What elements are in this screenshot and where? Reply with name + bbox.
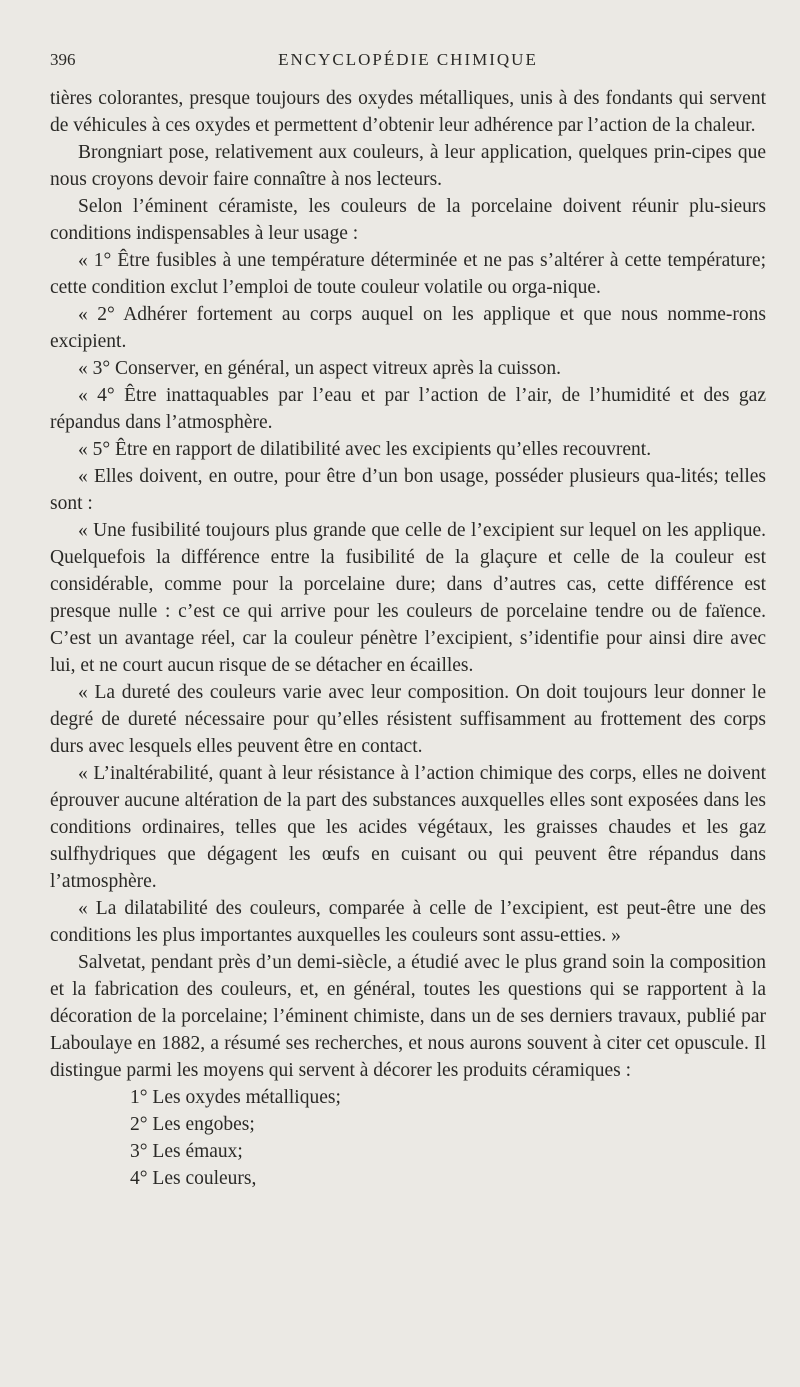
page-number: 396 xyxy=(50,50,76,69)
list-item: 1° Les oxydes métalliques; xyxy=(130,1087,341,1108)
paragraph: « 4° Être inattaquables par l’eau et par l’action de l’air, de l’humidité et des gaz répandus dans l’atmosphère. xyxy=(50,385,766,433)
body-text xyxy=(50,85,766,1192)
decoration-means-list xyxy=(50,1084,766,1192)
page-header xyxy=(50,50,766,72)
list-item: 3° Les émaux; xyxy=(130,1141,243,1162)
paragraph: tières colorantes, presque toujours des oxydes métalliques, unis à des fondants qui servent de véhicules à ces oxydes et permettent d’obtenir leur adhérence par l’action de la chaleur. xyxy=(50,88,766,136)
paragraph: « 2° Adhérer fortement au corps auquel on les applique et que nous nomme-rons excipient. xyxy=(50,304,766,352)
paragraph: « L’inaltérabilité, quant à leur résistance à l’action chimique des corps, elles ne doivent éprouver aucune altération de la part des substances auxquelles elles sont exposées dans les conditions ordinaires, telles que les acides végétaux, les graisses chaudes et les gaz sulfhydriques que dégagent les œufs en cuisant ou qui peuvent être répandus dans l’atmosphère. xyxy=(50,763,766,892)
paragraph: « 5° Être en rapport de dilatibilité avec les excipients qu’elles recouvrent. xyxy=(78,439,652,460)
paragraph: « Elles doivent, en outre, pour être d’un bon usage, posséder plusieurs qua-lités; telles sont : xyxy=(50,466,766,514)
paragraph: Salvetat, pendant près d’un demi-siècle, a étudié avec le plus grand soin la composition et la fabrication des couleurs, et, en général, toutes les questions qui se rapportent à la décoration de la porcelaine; l’éminent chimiste, dans un de ses derniers travaux, publié par Laboulaye en 1882, a résumé ses recherches, et nous aurons souvent à citer cet opuscule. Il distingue parmi les moyens qui servent à décorer les produits céramiques : xyxy=(50,952,766,1081)
paragraph: « La dureté des couleurs varie avec leur composition. On doit toujours leur donner le degré de dureté nécessaire pour qu’elles résistent suffisamment au frottement des corps durs avec lesquels elles peuvent être en contact. xyxy=(50,682,766,757)
paragraph: « Une fusibilité toujours plus grande que celle de l’excipient sur lequel on les applique. Quelquefois la différence entre la fusibilité de la glaçure et celle de la couleur est considérable, comme pour la porcelaine dure; dans d’autres cas, cette différence est presque nulle : c’est ce qui arrive pour les couleurs de porcelaine tendre ou de faïence. C’est un avantage réel, car la couleur pénètre l’excipient, s’identifie pour ainsi dire avec lui, et ne court aucun risque de se détacher en écailles. xyxy=(50,520,766,676)
list-item: 2° Les engobes; xyxy=(130,1114,255,1135)
paragraph: Selon l’éminent céramiste, les couleurs de la porcelaine doivent réunir plu-sieurs conditions indispensables à leur usage : xyxy=(50,196,766,244)
paragraph: « 1° Être fusibles à une température déterminée et ne pas s’altérer à cette température; cette condition exclut l’emploi de toute couleur volatile ou orga-nique. xyxy=(50,250,766,298)
paragraph: Brongniart pose, relativement aux couleurs, à leur application, quelques prin-cipes que nous croyons devoir faire connaître à nos lecteurs. xyxy=(50,142,766,190)
paragraph: « 3° Conserver, en général, un aspect vitreux après la cuisson. xyxy=(78,358,561,379)
paragraph: « La dilatabilité des couleurs, comparée à celle de l’excipient, est peut-être une des conditions les plus importantes auxquelles les couleurs sont assu-etties. » xyxy=(50,898,766,946)
running-title: ENCYCLOPÉDIE CHIMIQUE xyxy=(278,50,538,69)
list-item: 4° Les couleurs, xyxy=(130,1168,257,1189)
